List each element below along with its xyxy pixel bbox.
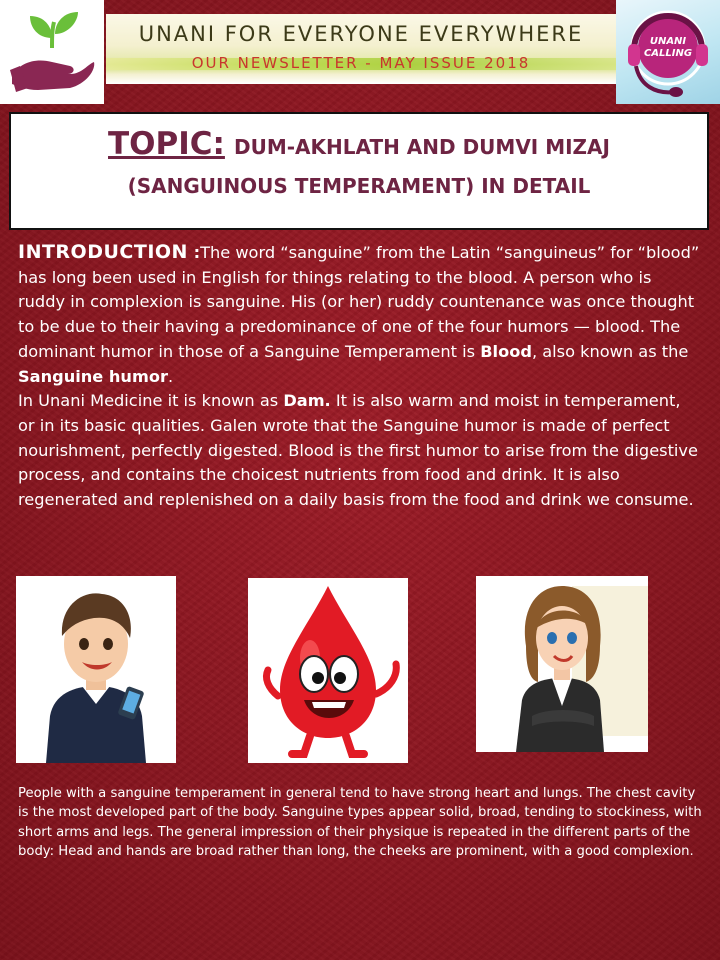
topic-box bbox=[9, 112, 709, 230]
cartoon-woman-icon bbox=[476, 576, 648, 752]
newsletter-banner bbox=[106, 14, 616, 84]
topic-heading bbox=[11, 126, 707, 162]
cartoon-woman-card bbox=[476, 576, 648, 752]
intro-text-e: It is also warm and moist in temperament, or in its basic qualities. Galen wrote that the Sanguine humor is made of perfect nourishment, perfectly digested. Blood is the first humor to arise from the digestive process, and contains the choicest nutrients from food and drink. It is also regenerated and replenished on a daily basis from the food and drink we consume. bbox=[18, 391, 698, 510]
topic-label: TOPIC: bbox=[108, 126, 225, 162]
leaf-hand-logo bbox=[0, 0, 104, 104]
unani-calling-text: UNANI CALLING bbox=[643, 36, 693, 59]
intro-colon: : bbox=[187, 243, 201, 262]
physique-paragraph: People with a sanguine temperament in general tend to have strong heart and lungs. The chest cavity is the most developed part of the body. Sanguine types appear solid, broad, tending to stockiness, with short arms and legs. The general impression of their physique is repeated in the different parts of the body: Head and hands are broad rather than long, the cheeks are prominent, with a good complexion. bbox=[18, 786, 702, 859]
intro-text-a: The word “sanguine” from the Latin “sanguineus” for “blood” has long been used in English for things relating to the blood. A person who is ruddy in complexion is sanguine. His (or her) ruddy countenance was once thought to be due to their having a predominance of one of the four humors — blood. The dominant humor in those of a Sanguine Temperament is bbox=[18, 243, 700, 361]
intro-bold-blood: Blood bbox=[480, 341, 532, 361]
intro-paragraph-1 bbox=[18, 240, 702, 389]
intro-bold-dam: Dam. bbox=[283, 391, 331, 411]
intro-text-d: In Unani Medicine it is known as bbox=[18, 391, 284, 411]
topic-title-line1: DUM-AKHLATH AND DUMVI MIZAJ bbox=[234, 135, 610, 159]
blood-drop-card bbox=[248, 578, 408, 763]
plant-hand-icon bbox=[8, 8, 98, 98]
intro-paragraph-2 bbox=[18, 389, 702, 513]
physique-section bbox=[18, 784, 708, 861]
intro-text-c: . bbox=[167, 366, 174, 386]
topic-title-line2: (SANGUINOUS TEMPERAMENT) IN DETAIL bbox=[127, 174, 591, 198]
intro-text-b: , also known as the bbox=[531, 341, 689, 361]
newsletter-title: UNANI FOR EVERYONE EVERYWHERE bbox=[138, 22, 584, 46]
cartoon-man-card bbox=[16, 576, 176, 763]
intro-heading: INTRODUCTION bbox=[18, 241, 188, 263]
intro-bold-sanguine-humor: Sanguine humor bbox=[18, 366, 168, 386]
unani-calling-logo bbox=[616, 0, 720, 104]
introduction-section bbox=[18, 240, 702, 513]
blood-drop-icon bbox=[248, 578, 408, 763]
cartoon-man-icon bbox=[16, 576, 176, 763]
newsletter-subtitle: OUR NEWSLETTER - MAY ISSUE 2018 bbox=[191, 54, 531, 72]
